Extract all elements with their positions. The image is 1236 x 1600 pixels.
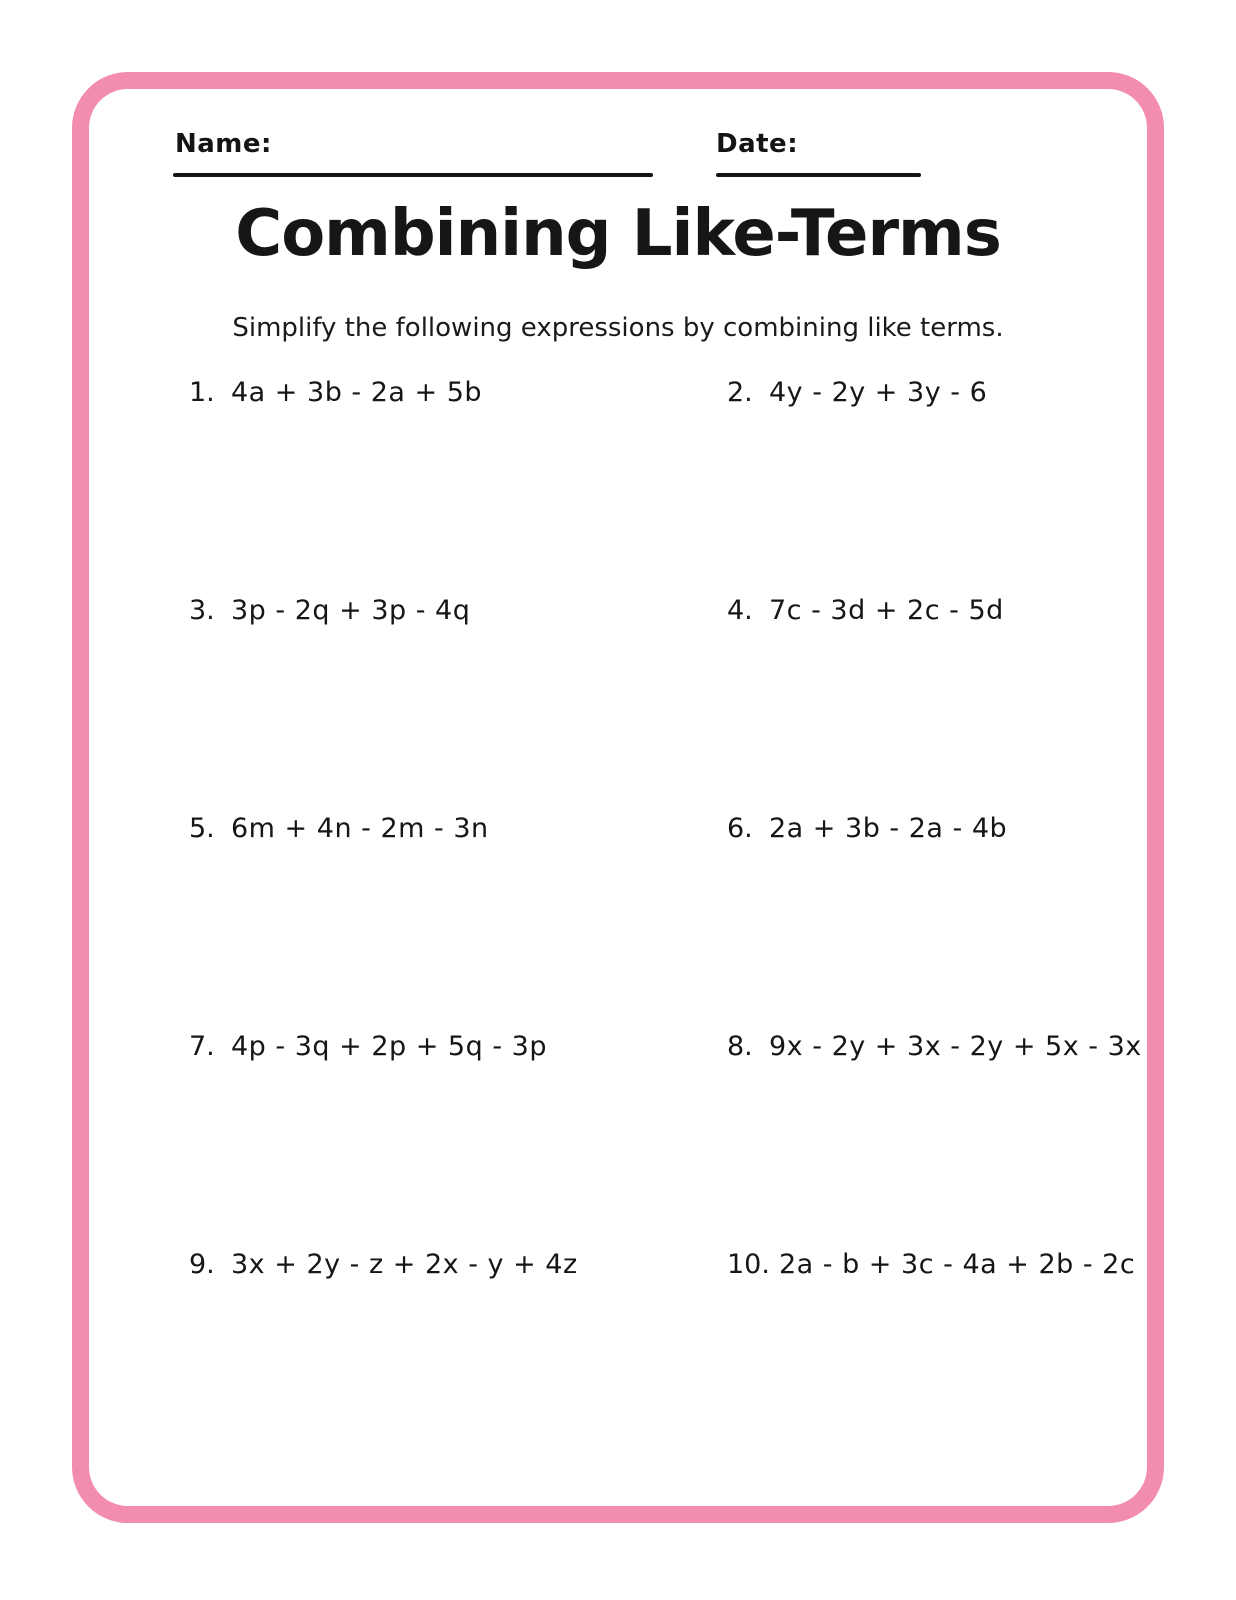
problem-expression: 6m + 4n - 2m - 3n [231, 813, 489, 844]
problem-expression: 2a - b + 3c - 4a + 2b - 2c [778, 1249, 1136, 1280]
problem-number: 4. [727, 595, 753, 626]
problem-item-10 [727, 1249, 1149, 1280]
problem-list [189, 377, 1149, 1467]
name-label: Name: [175, 129, 272, 159]
problem-expression: 4y - 2y + 3y - 6 [769, 377, 988, 408]
problem-number: 9. [189, 1249, 215, 1280]
instructions-text: Simplify the following expressions by combining like terms. [232, 313, 1004, 343]
problem-number: 7. [189, 1031, 215, 1062]
problem-expression: 4a + 3b - 2a + 5b [231, 377, 483, 408]
problem-number: 10. [727, 1249, 770, 1280]
problem-item-9 [189, 1249, 727, 1280]
date-blank-line [716, 173, 921, 177]
name-blank-line [173, 173, 653, 177]
problem-number: 3. [189, 595, 215, 626]
problem-number: 5. [189, 813, 215, 844]
problem-item-1 [189, 377, 727, 408]
problem-number: 6. [727, 813, 753, 844]
problem-number: 1. [189, 377, 215, 408]
problem-number: 2. [727, 377, 753, 408]
problem-expression: 3x + 2y - z + 2x - y + 4z [231, 1249, 578, 1280]
pink-border-frame [72, 72, 1164, 1523]
problem-expression: 2a + 3b - 2a - 4b [769, 813, 1008, 844]
problem-item-2 [727, 377, 1149, 408]
problem-item-4 [727, 595, 1149, 626]
problem-item-7 [189, 1031, 727, 1062]
problem-expression: 3p - 2q + 3p - 4q [231, 595, 471, 626]
problem-number: 8. [727, 1031, 753, 1062]
date-label: Date: [716, 129, 799, 159]
problem-item-3 [189, 595, 727, 626]
problem-expression: 9x - 2y + 3x - 2y + 5x - 3x [769, 1031, 1142, 1062]
problem-expression: 7c - 3d + 2c - 5d [769, 595, 1004, 626]
problem-item-6 [727, 813, 1149, 844]
problem-item-5 [189, 813, 727, 844]
page-title: Combining Like-Terms [235, 197, 1001, 271]
problem-item-8 [727, 1031, 1149, 1062]
problem-expression: 4p - 3q + 2p + 5q - 3p [231, 1031, 547, 1062]
